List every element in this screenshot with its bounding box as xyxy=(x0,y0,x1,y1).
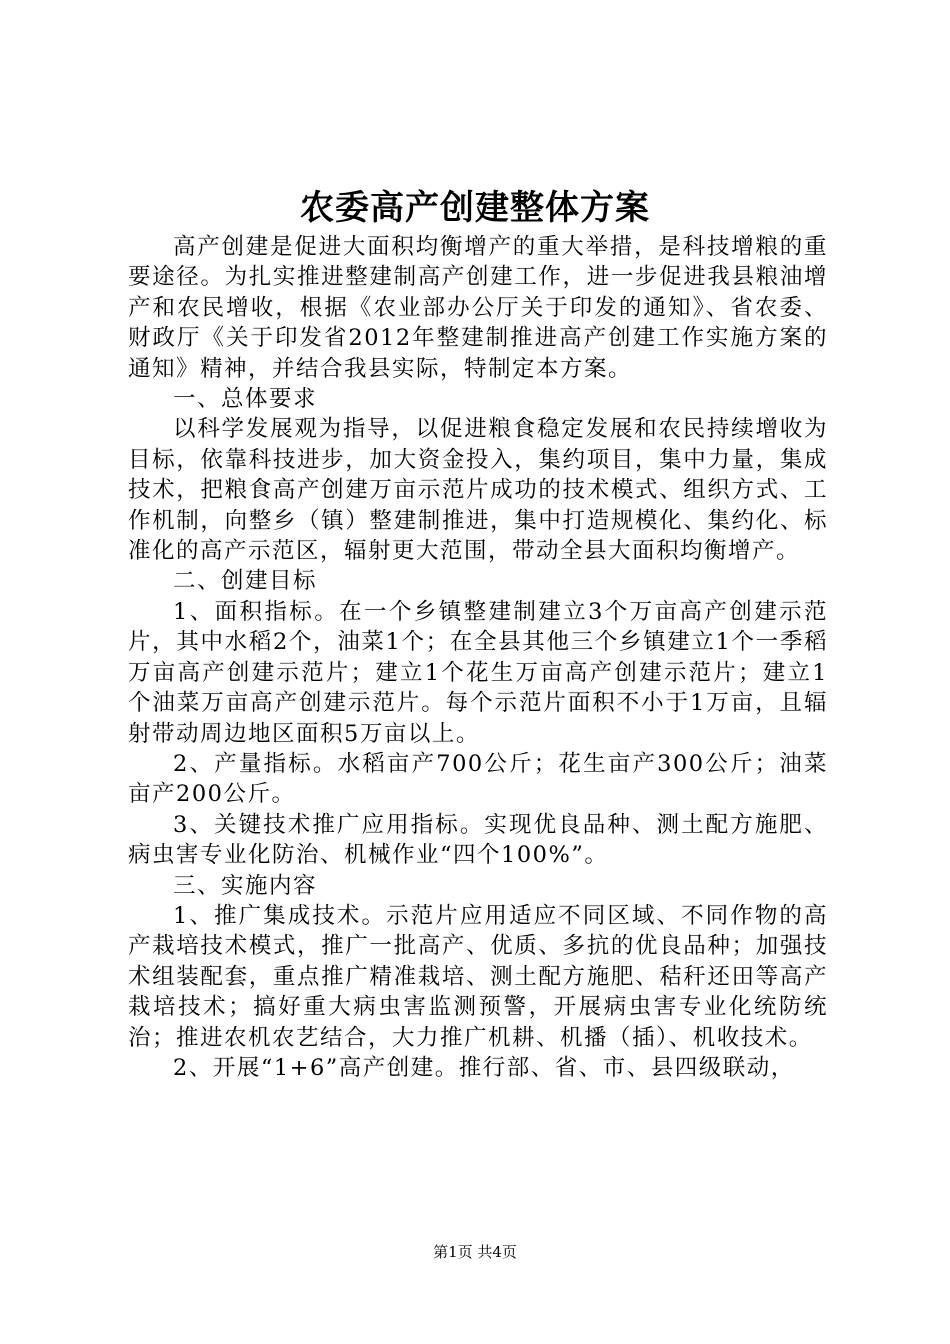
section-heading-implementation: 三、实施内容 xyxy=(173,872,318,899)
paragraph-intro: 高产创建是促进大面积均衡增产的重大举措，是科技增粮的重要途径。为扎实推进整建制高产创建工作，进一步促进我县粮油增产和农民增收，根据《农业部办公厅关于印发的通知》、省农委、财政厅《关于印发省2012年整建制推进高产创建工作实施方案的通知》精神，并结合我县实际，特制定本方案。 xyxy=(128,234,828,382)
paragraph-1-plus-6: 2、开展“1+6”高产创建。推行部、省、市、县四级联动， xyxy=(173,1054,795,1081)
document-body xyxy=(128,232,828,1083)
paragraph-overall-requirements: 以科学发展观为指导，以促进粮食稳定发展和农民持续增收为目标，依靠科技进步，加大资金投入，集约项目，集中力量，集成技术，把粮食高产创建万亩示范片成功的技术模式、组织方式、工作机制，向整乡（镇）整建制推进，集中打造规模化、集约化、标准化的高产示范区，辐射更大范围，带动全县大面积均衡增产。 xyxy=(128,416,828,565)
paragraph-integrated-technology: 1、推广集成技术。示范片应用适应不同区域、不同作物的高产栽培技术模式，推广一批高产、优质、多抗的优良品种；加强技术组装配套，重点推广精准栽培、测土配方施肥、秸秆还田等高产栽培技术；搞好重大病虫害监测预警，开展病虫害专业化统防统治；推进农机农艺结合，大力推广机耕、机播（插）、机收技术。 xyxy=(128,902,828,1051)
section-heading-overall-requirements: 一、总体要求 xyxy=(173,386,318,413)
paragraph-yield-target: 2、产量指标。水稻亩产700公斤；花生亩产300公斤；油菜亩产200公斤。 xyxy=(128,750,828,808)
section-heading-goals: 二、创建目标 xyxy=(173,568,318,595)
document-title: 农委高产创建整体方案 xyxy=(300,188,650,228)
page-footer: 第1页 共4页 xyxy=(433,1243,517,1261)
paragraph-technology-target: 3、关键技术推广应用指标。实现优良品种、测土配方施肥、病虫害专业化防治、机械作业“四个100%”。 xyxy=(128,811,828,869)
paragraph-area-target: 1、面积指标。在一个乡镇整建制建立3个万亩高产创建示范片，其中水稻2个，油菜1个；在全县其他三个乡镇建立1个一季稻万亩高产创建示范片；建立1个花生万亩高产创建示范片；建立1个油菜万亩高产创建示范片。每个示范片面积不小于1万亩，且辐射带动周边地区面积5万亩以上。 xyxy=(128,598,828,747)
